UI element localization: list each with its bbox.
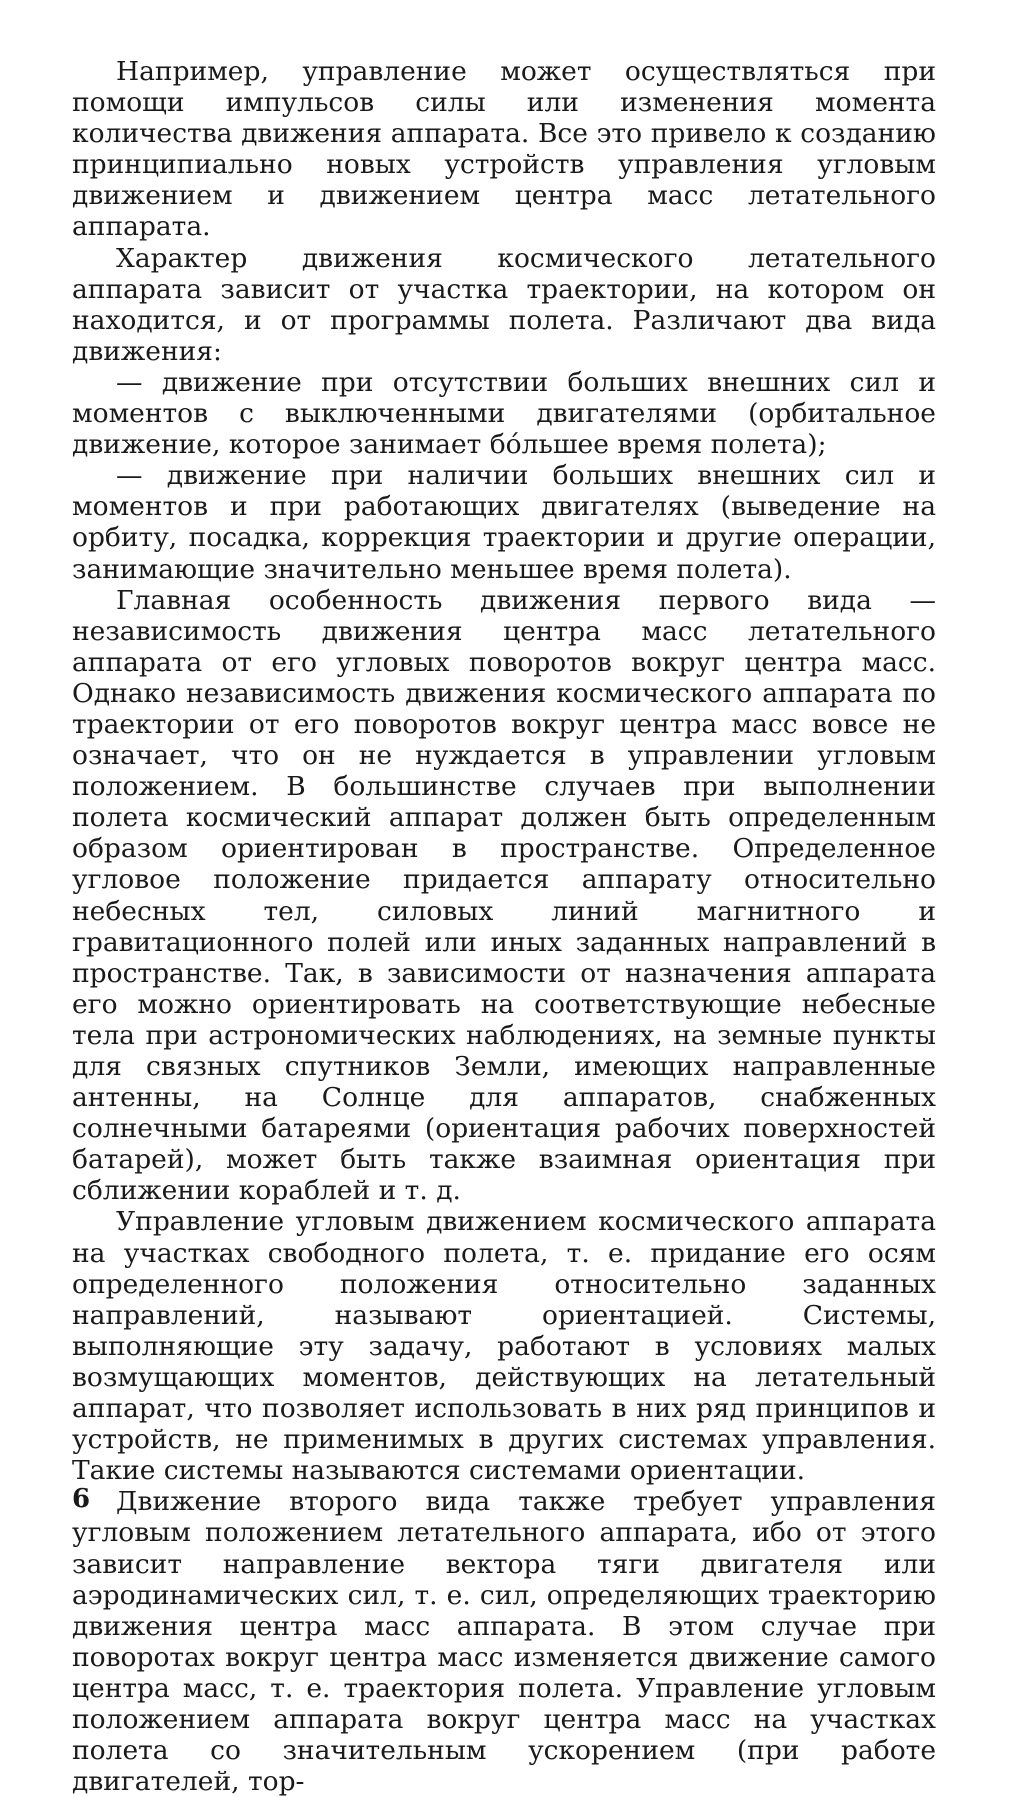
paragraph-3: — движение при отсутствии больших внешних сил и моментов с выключенными двигателями (орбитальное движение, которое занимает бо́льшее время полета); <box>72 366 936 461</box>
paragraph-7: Движение второго вида также требует управления угловым положением летательного аппарата, ибо от этого зависит направление вектора тяги двигателя или аэродинамических сил, т. е. сил, определяющих траекторию движения центра масс аппарата. В этом случае при поворотах вокруг центра масс изменяется движение самого центра масс, т. е. траектория полета. Управление угловым положением аппарата вокруг центра масс на участках полета со значительным ускорением (при работе двигателей, тор- <box>72 1486 936 1797</box>
paragraph-5: Главная особенность движения первого вида — независимость движения центра масс летательного аппарата от его угловых поворотов вокруг центра масс. Однако независимость движения космического аппарата по траектории от его поворотов вокруг центра масс вовсе не означает, что он не нуждается в управлении угловым положением. В большинстве случаев при выполнении полета космический аппарат должен быть определенным образом ориентирован в пространстве. Определенное угловое положение придается аппарату относительно небесных тел, силовых линий магнитного и гравитационного полей или иных заданных направлений в пространстве. Так, в зависимости от назначения аппарата его можно ориентировать на соответствующие небесные тела при астрономических наблюдениях, на земные пункты для связных спутников Земли, имеющих направленные антенны, на Солнце для аппаратов, снабженных солнечными батареями (ориентация рабочих поверхностей батарей), может быть также взаимная ориентация при сближении кораблей и т. д. <box>72 584 936 1207</box>
paragraph-6: Управление угловым движением космического аппарата на участках свободного полета, т. е. придание его осям определенного положения относительно заданных направлений, называют ориентацией. Системы, выполняющие эту задачу, работают в условиях малых возмущающих моментов, действующих на летательный аппарат, что позволяет использовать в них ряд принципов и устройств, не применимых в других системах управления. Такие системы называются системами ориентации. <box>72 1206 936 1487</box>
page-body <box>72 56 936 1797</box>
paragraph-1: Например, управление может осуществляться при помощи импульсов силы или изменения момента количества движения аппарата. Все это привело к созданию принципиально новых устройств управления угловым движением и движением центра масс летательного аппарата. <box>72 56 936 243</box>
paragraph-4: — движение при наличии больших внешних сил и моментов и при работающих двигателях (выведение на орбиту, посадка, коррекция траектории и другие операции, занимающие значительно меньшее время полета). <box>72 460 936 585</box>
page-number: 6 <box>72 1484 91 1514</box>
paragraph-2: Характер движения космического летательного аппарата зависит от участка траектории, на котором он находится, и от программы полета. Различают два вида движения: <box>72 242 936 367</box>
